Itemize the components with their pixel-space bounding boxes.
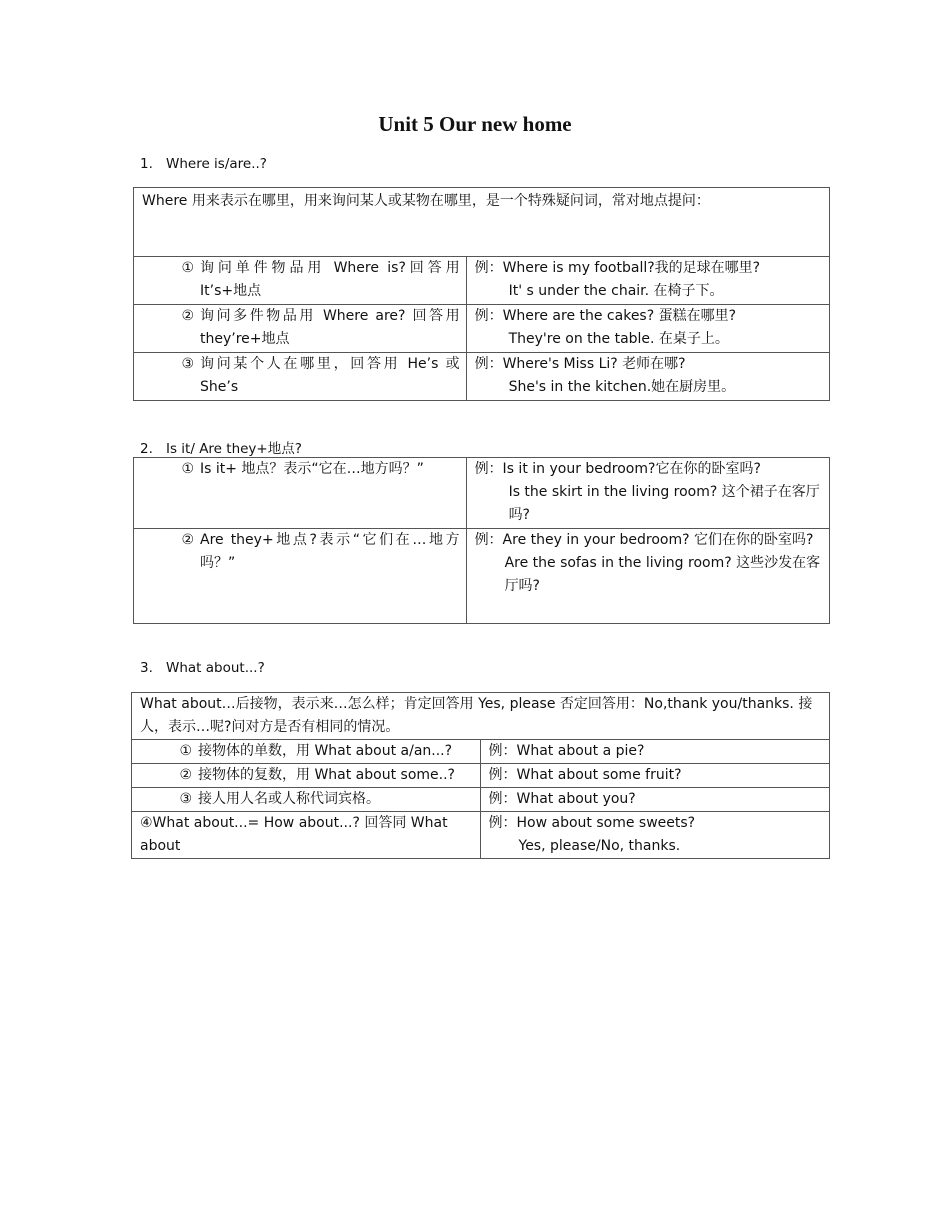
circled-number: ② xyxy=(181,308,194,324)
section-1-heading xyxy=(140,156,267,172)
example-question: 例：What about some fruit? xyxy=(480,764,830,788)
circled-number: ③ xyxy=(179,791,192,807)
rule-text: 接物体的单数，用 What about a/an...? xyxy=(198,743,453,759)
circled-number: ① xyxy=(179,743,192,759)
section-number: 2. xyxy=(140,441,153,457)
circled-number: ① xyxy=(181,260,194,276)
what-about-table xyxy=(131,692,830,859)
example-question: 例：Is it in your bedroom?它在你的卧室吗? xyxy=(474,461,761,477)
rule-text: 询问单件物品用 Where is?回答用 It’s+地点 xyxy=(200,260,460,299)
example-question: 例：Where are the cakes? 蛋糕在哪里? xyxy=(474,308,737,324)
rule-text: 接人用人名或人称代词宾格。 xyxy=(198,791,380,807)
example-answer: Are the sofas in the living room? 这些沙发在客厅吗? xyxy=(504,555,821,594)
where-table xyxy=(133,187,830,401)
section-title: Is it/ Are they+地点? xyxy=(166,441,302,457)
rule-text: 询问某个人在哪里，回答用 He’s 或 She’s xyxy=(200,356,460,395)
section-number: 3. xyxy=(140,660,153,676)
example-question: 例：Are they in your bedroom? 它们在你的卧室吗? xyxy=(474,532,814,548)
rule-text: 询问多件物品用 Where are? 回答用 they’re+地点 xyxy=(200,308,460,347)
example-question: 例：What about a pie? xyxy=(480,740,830,764)
example-answer: They're on the table. 在桌子上。 xyxy=(508,331,729,347)
rule-text: Are they+地点?表示“它们在…地方吗？” xyxy=(200,532,460,571)
section-number: 1. xyxy=(140,156,153,172)
example-answer: She's in the kitchen.她在厨房里。 xyxy=(508,379,736,395)
circled-number: ② xyxy=(181,532,194,548)
example-question: 例：How about some sweets? xyxy=(488,815,696,831)
circled-number: ② xyxy=(179,767,192,783)
circled-number: ③ xyxy=(181,356,194,372)
where-intro: Where 用来表示在哪里，用来询问某人或某物在哪里，是一个特殊疑问词，常对地点提问： xyxy=(134,188,830,257)
example-answer: Is the skirt in the living room? 这个裙子在客厅吗? xyxy=(508,484,820,523)
example-answer: Yes, please/No, thanks. xyxy=(518,838,681,854)
rule-text: Is it+ 地点？表示“它在…地方吗？” xyxy=(200,461,424,477)
example-answer: It' s under the chair. 在椅子下。 xyxy=(508,283,724,299)
circled-number: ① xyxy=(181,461,194,477)
section-2-heading xyxy=(140,437,302,457)
example-question: 例：Where's Miss Li? 老师在哪? xyxy=(474,356,686,372)
section-title: Where is/are..? xyxy=(166,156,267,172)
section-title: What about...? xyxy=(166,660,265,676)
example-question: 例：What about you? xyxy=(480,788,830,812)
rule-text: 接物体的复数，用 What about some..? xyxy=(198,767,455,783)
what-about-intro: What about…后接物，表示来…怎么样；肯定回答用 Yes, please 否定回答用：No,thank you/thanks. 接人，表示…呢?问对方是否有相同的情况。 xyxy=(132,693,830,740)
is-it-table xyxy=(133,457,830,624)
document-title: Unit 5 Our new home xyxy=(378,112,572,136)
example-question: 例：Where is my football?我的足球在哪里? xyxy=(474,260,761,276)
section-3-heading xyxy=(140,660,265,676)
rule-text: ④What about...= How about...? 回答同 What about xyxy=(132,812,481,859)
